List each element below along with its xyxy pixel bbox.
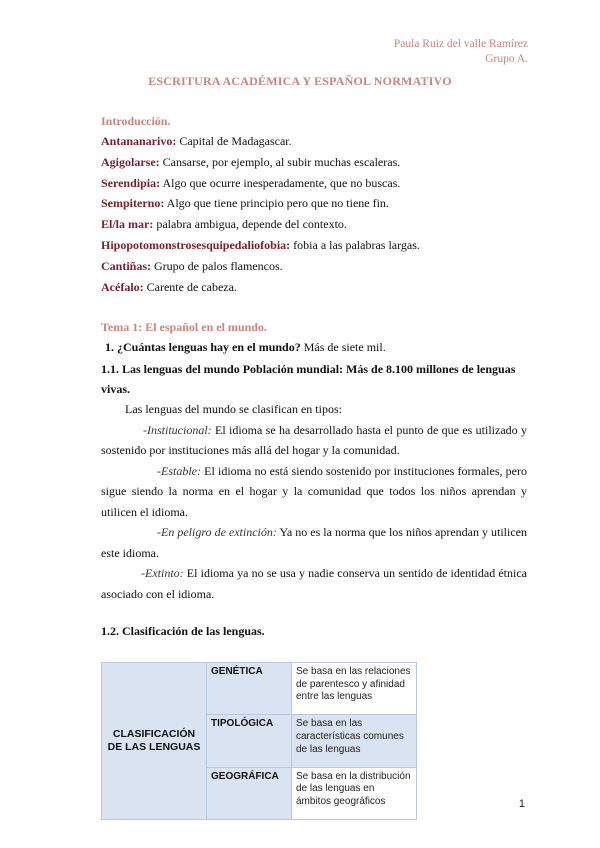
table-row	[102, 663, 417, 715]
classification-table	[101, 662, 417, 820]
answer: Más de siete mil.	[300, 340, 386, 355]
type-text: El idioma ya no se usa y nadie conserva un sentido de identidad étnica asociado con el idioma.	[101, 566, 527, 601]
glossary-item	[101, 134, 527, 155]
glossary-def: fobia a las palabras largas.	[290, 237, 420, 252]
document-body	[101, 114, 527, 638]
page-number: 1	[518, 798, 525, 810]
glossary-item	[101, 217, 527, 238]
glossary-term: El/la mar:	[101, 217, 154, 232]
glossary-item	[101, 155, 527, 176]
glossary-term: Cantiñas:	[101, 258, 152, 273]
table-desc-cell: Se basa en las características comunes de las lenguas	[292, 715, 417, 767]
glossary-def: Algo que tiene principio pero que no tiene fin.	[164, 196, 389, 211]
type-label: -En peligro de extinción:	[157, 525, 277, 540]
table-main-cell: CLASIFICACIÓN DE LAS LENGUAS	[102, 663, 207, 820]
table-type-cell: GEOGRÁFICA	[207, 767, 292, 819]
glossary-term: Antananarivo:	[101, 134, 177, 148]
type-text: El idioma se ha desarrollado hasta el punto de que es utilizado y sostenido por instituciones más allá del hogar y la comunidad.	[101, 422, 527, 458]
type-extinto	[101, 563, 527, 604]
glossary-item	[101, 196, 527, 217]
author-block	[394, 37, 528, 67]
type-en-peligro	[101, 522, 527, 563]
type-estable	[101, 461, 527, 523]
author-name: Paula Ruiz del valle Ramírez	[393, 38, 528, 50]
glossary-term: Serendipia:	[101, 175, 161, 190]
table-desc-cell: Se basa en las relaciones de parentesco y afinidad entre las lenguas	[292, 663, 417, 715]
intro-heading: Introducción.	[101, 114, 171, 128]
table-type-cell: GENÉTICA	[207, 663, 292, 715]
section-1-2: 1.2. Clasificación de las lenguas.	[101, 624, 265, 639]
document-title: ESCRITURA ACADÉMICA Y ESPAÑOL NORMATIVO	[148, 74, 452, 88]
glossary-item	[101, 238, 527, 259]
glossary-item	[101, 259, 527, 280]
question-line	[105, 340, 527, 357]
glossary-term: Sempiterno:	[101, 196, 165, 211]
table-desc-cell: Se basa en la distribución de las lenguas en ámbitos geográficos	[292, 767, 417, 819]
group-label: Grupo A.	[485, 53, 528, 65]
question: 1. ¿Cuántas lenguas hay en el mundo?	[105, 340, 301, 355]
glossary-def: Cansarse, por ejemplo, al subir muchas escaleras.	[159, 154, 401, 169]
type-text: El idioma no está siendo sostenido por instituciones formales, pero sigue siendo la norma en el hogar y la comunidad que todos los niños aprendan y utilicen el idioma.	[101, 463, 527, 519]
glossary-def: Capital de Madagascar.	[176, 134, 292, 148]
glossary-item	[101, 176, 527, 197]
glossary-def: Grupo de palos flamencos.	[151, 258, 283, 273]
section-1-1: 1.1. Las lenguas del mundo Población mundial: Más de 8.100 millones de lenguas vivas.	[101, 362, 516, 397]
glossary-term: Hipopotomonstrosesquipedaliofobia:	[101, 237, 291, 252]
glossary-item	[101, 280, 527, 301]
tema1-heading: Tema 1: El español en el mundo.	[101, 320, 267, 335]
glossary-term: Agigolarse:	[101, 154, 160, 169]
types-intro: Las lenguas del mundo se clasifican en tipos:	[125, 402, 342, 417]
type-institucional	[101, 420, 527, 461]
glossary-def: Algo que ocurre inesperadamente, que no buscas.	[160, 175, 401, 190]
type-label: -Extinto:	[141, 566, 184, 581]
glossary-def: palabra ambigua, depende del contexto.	[153, 217, 347, 232]
type-label: -Institucional:	[143, 422, 212, 437]
table-type-cell: TIPOLÓGICA	[207, 715, 292, 767]
type-text: Ya no es la norma que los niños aprendan y utilicen este idioma.	[101, 525, 527, 560]
glossary-def: Carente de cabeza.	[143, 279, 237, 294]
type-label: -Estable:	[157, 463, 201, 478]
glossary-term: Acéfalo:	[101, 279, 144, 294]
